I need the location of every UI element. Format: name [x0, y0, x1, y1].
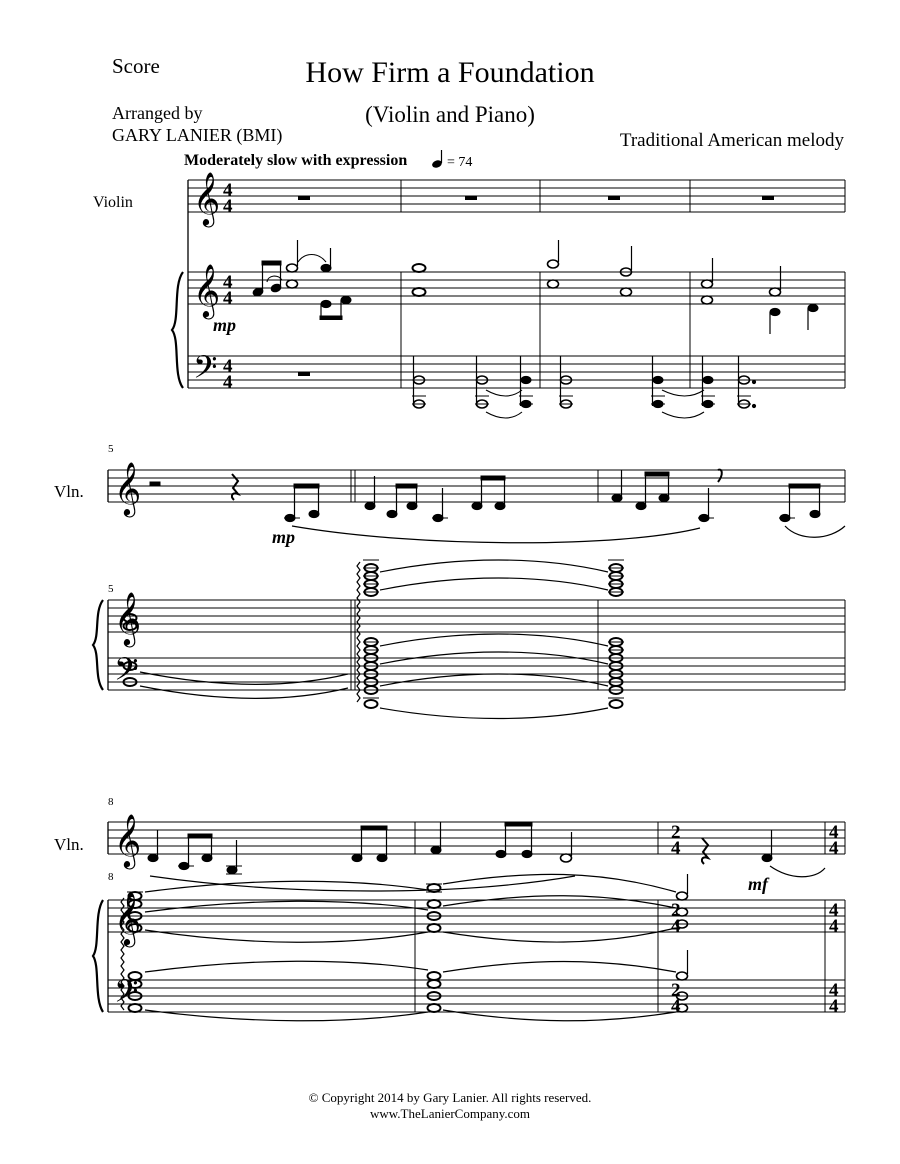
instrument-name-violin: Vln.	[54, 835, 84, 854]
staff-lines	[108, 470, 845, 502]
time-sig-numerator: 2	[671, 980, 681, 1001]
treble-clef-icon: 𝄞	[114, 463, 142, 514]
piano-bass-notes	[412, 356, 756, 418]
violin-notes	[148, 822, 825, 891]
tempo-value: = 74	[447, 155, 473, 170]
time-sig-denominator: 4	[671, 838, 681, 859]
time-sig-numerator: 4	[223, 272, 233, 293]
staff-lines	[188, 180, 845, 212]
measure-number: 5	[108, 583, 114, 595]
bass-clef-icon: 𝄢	[114, 653, 139, 695]
measure-number: 8	[108, 796, 114, 808]
time-sig-denominator: 4	[223, 196, 233, 217]
arranger-label: Arranged by	[112, 103, 203, 123]
time-sig-numerator: 4	[829, 822, 839, 843]
composer-credit: Traditional American melody	[619, 130, 844, 151]
time-sig-denominator: 4	[829, 916, 839, 937]
staff-lines	[188, 272, 845, 304]
treble-clef-icon: 𝄞	[193, 173, 221, 224]
bass-clef-icon: 𝄢	[193, 351, 218, 393]
violin-notes	[150, 470, 845, 543]
piano-notes	[124, 560, 625, 719]
treble-clef-icon: 𝄞	[114, 593, 142, 644]
system-2	[93, 470, 845, 690]
instrument-name-violin: Vln.	[54, 482, 84, 501]
piano-notes	[121, 874, 688, 1021]
time-sig-denominator: 4	[671, 996, 681, 1017]
dynamic-marking: mp	[213, 315, 237, 335]
time-sig-numerator: 2	[671, 822, 681, 843]
system-3	[93, 822, 845, 1012]
page-subtitle: (Violin and Piano)	[365, 102, 535, 127]
staff-lines	[108, 980, 845, 1012]
tempo-marking: Moderately slow with expression	[184, 152, 408, 169]
treble-clef-icon: 𝄞	[193, 265, 221, 316]
bass-clef-icon: 𝄢	[114, 975, 139, 1017]
time-sig-denominator: 4	[223, 288, 233, 309]
score-label: Score	[112, 54, 160, 78]
staff-lines	[108, 822, 845, 854]
measure-number: 5	[108, 443, 114, 455]
time-sig-numerator: 2	[671, 900, 681, 921]
time-sig-numerator: 4	[223, 356, 233, 377]
measure-number: 8	[108, 871, 114, 883]
time-sig-denominator: 4	[829, 838, 839, 859]
time-sig-denominator: 4	[671, 916, 681, 937]
instrument-name-violin: Violin	[93, 194, 133, 211]
piano-treble-notes	[252, 240, 818, 334]
dynamic-marking: mf	[748, 874, 768, 894]
system-1	[172, 180, 845, 388]
time-sig-numerator: 4	[829, 900, 839, 921]
copyright-notice: © Copyright 2014 by Gary Lanier. All rights reserved.	[308, 1090, 592, 1105]
arranger-name: GARY LANIER (BMI)	[112, 125, 283, 145]
dynamic-marking: mp	[272, 527, 296, 547]
time-sig-denominator: 4	[223, 372, 233, 393]
treble-clef-icon: 𝄞	[114, 815, 142, 866]
time-sig-denominator: 4	[829, 996, 839, 1017]
treble-clef-icon: 𝄞	[114, 893, 142, 944]
staff-lines	[108, 600, 845, 632]
time-sig-numerator: 4	[223, 180, 233, 201]
time-sig-numerator: 4	[829, 980, 839, 1001]
page-title: How Firm a Foundation	[305, 56, 595, 89]
website-link[interactable]: www.TheLanierCompany.com	[369, 1106, 531, 1121]
